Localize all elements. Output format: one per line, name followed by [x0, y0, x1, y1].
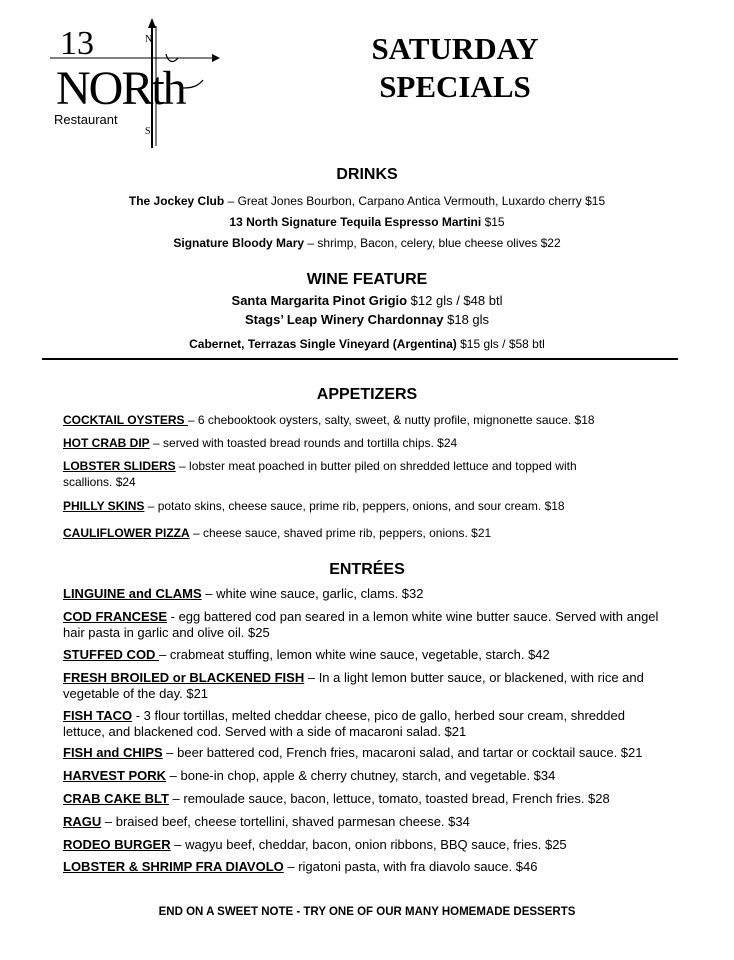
- entree-name: LOBSTER & SHRIMP FRA DIAVOLO: [63, 859, 284, 874]
- entree-item: [63, 859, 693, 875]
- logo-compass-graphic: [48, 18, 223, 153]
- entree-desc: – white wine sauce, garlic, clams. $32: [201, 586, 424, 601]
- appetizer-name: PHILLY SKINS: [63, 499, 145, 513]
- drink-item: [0, 215, 734, 229]
- page-title: [330, 30, 580, 106]
- entree-item: [63, 708, 663, 740]
- appetizer-desc: – cheese sauce, shaved prime rib, peppers, onions. $21: [189, 526, 492, 540]
- drink-item: [0, 194, 734, 208]
- entree-desc: – bone-in chop, apple & cherry chutney, starch, and vegetable. $34: [166, 768, 556, 783]
- wine-name: Cabernet, Terrazas Single Vineyard (Argentina): [189, 337, 457, 351]
- entree-name: LINGUINE and CLAMS: [63, 586, 202, 601]
- entree-item: [63, 586, 693, 602]
- entree-desc: – remoulade sauce, bacon, lettuce, tomato, toasted bread, French fries. $28: [168, 791, 610, 806]
- drink-desc: – Great Jones Bourbon, Carpano Antica Vermouth, Luxardo cherry $15: [224, 194, 606, 208]
- appetizer-name: HOT CRAB DIP: [63, 436, 150, 450]
- drinks-heading: DRINKS: [336, 166, 398, 183]
- drink-name: The Jockey Club: [128, 194, 225, 208]
- entrees-heading: ENTRÉES: [329, 561, 405, 578]
- appetizer-item: [63, 525, 693, 541]
- appetizers-heading: APPETIZERS: [316, 386, 418, 403]
- appetizer-desc: – potato skins, cheese sauce, prime rib, peppers, onions, and sour cream. $18: [144, 499, 565, 513]
- entree-item: [63, 609, 663, 641]
- appetizer-name: LOBSTER SLIDERS: [63, 459, 176, 473]
- logo-subtitle: Restaurant: [54, 112, 118, 127]
- entree-name: FISH TACO: [63, 708, 133, 723]
- appetizer-item: [63, 435, 693, 451]
- appetizer-item: [63, 458, 603, 490]
- logo-number: 13: [60, 25, 94, 62]
- drink-name: Signature Bloody Mary: [173, 236, 305, 250]
- wine-item: [0, 337, 734, 351]
- dessert-note: END ON A SWEET NOTE - TRY ONE OF OUR MANY HOMEMADE DESSERTS: [158, 906, 576, 918]
- entree-desc: – rigatoni pasta, with fra diavolo sauce. $46: [283, 859, 538, 874]
- entree-name: FISH and CHIPS: [63, 745, 163, 760]
- entree-desc: – wagyu beef, cheddar, bacon, onion ribbons, BBQ sauce, fries. $25: [170, 837, 567, 852]
- drink-name: 13 North Signature Tequila Espresso Martini: [229, 215, 482, 229]
- appetizer-item: [63, 412, 693, 428]
- logo-compass-n: N: [145, 34, 153, 45]
- restaurant-logo: [48, 18, 223, 153]
- title-line-2: SPECIALS: [379, 69, 531, 104]
- logo-compass-s: S: [145, 126, 151, 137]
- drink-desc: – shrimp, Bacon, celery, blue cheese olives $22: [304, 236, 561, 250]
- entree-name: FRESH BROILED or BLACKENED FISH: [63, 670, 305, 685]
- wine-item: [0, 293, 734, 308]
- appetizer-desc: – 6 chebooktook oysters, salty, sweet, & nutty profile, mignonette sauce. $18: [187, 413, 595, 427]
- entree-item: [63, 745, 693, 761]
- wine-item: [0, 312, 734, 327]
- wine-name: Stags’ Leap Winery Chardonnay: [244, 312, 444, 327]
- appetizer-name: COCKTAIL OYSTERS: [63, 413, 188, 427]
- entree-item: [63, 670, 703, 702]
- entree-item: [63, 791, 693, 807]
- appetizer-desc: – served with toasted bread rounds and tortilla chips. $24: [149, 436, 458, 450]
- section-divider: [42, 358, 678, 360]
- entree-item: [63, 814, 693, 830]
- entree-name: STUFFED COD: [63, 647, 160, 662]
- entree-name: RODEO BURGER: [63, 837, 171, 852]
- entree-desc: – In a light lemon butter sauce, or blackened, with rice and vegetable of the day. $21: [63, 670, 644, 701]
- appetizer-item: [63, 498, 693, 514]
- entree-desc: - 3 flour tortillas, melted cheddar cheese, pico de gallo, herbed sour cream, shredded lettuce, and blackened cod. Served with a side of macaroni salad. $21: [63, 708, 625, 739]
- entree-item: [63, 647, 693, 663]
- entree-desc: - egg battered cod pan seared in a lemon white wine butter sauce. Served with angel hair pasta in garlic and olive oil. $25: [63, 609, 659, 640]
- entree-item: [63, 768, 693, 784]
- drink-desc: $15: [481, 215, 505, 229]
- entree-name: RAGU: [63, 814, 102, 829]
- wine-desc: $18 gls: [443, 312, 490, 327]
- appetizer-desc: – lobster meat poached in butter piled on shredded lettuce and topped with scallions. $24: [63, 459, 577, 489]
- drink-item: [0, 236, 734, 250]
- wine-desc: $12 gls / $48 btl: [407, 293, 503, 308]
- appetizer-name: CAULIFLOWER PIZZA: [63, 526, 190, 540]
- wine-desc: $15 gls / $58 btl: [456, 337, 545, 351]
- logo-word: NORth: [56, 62, 185, 115]
- wine-name: Santa Margarita Pinot Grigio: [231, 293, 408, 308]
- entree-desc: – braised beef, cheese tortellini, shaved parmesan cheese. $34: [101, 814, 470, 829]
- title-line-1: SATURDAY: [371, 31, 539, 66]
- entree-name: CRAB CAKE BLT: [63, 791, 169, 806]
- entree-desc: – crabmeat stuffing, lemon white wine sauce, vegetable, starch. $42: [159, 647, 550, 662]
- entree-name: COD FRANCESE: [63, 609, 168, 624]
- entree-name: HARVEST PORK: [63, 768, 167, 783]
- entree-item: [63, 837, 693, 853]
- entree-desc: – beer battered cod, French fries, macaroni salad, and tartar or cocktail sauce. $21: [162, 745, 643, 760]
- wine-heading: WINE FEATURE: [306, 271, 428, 288]
